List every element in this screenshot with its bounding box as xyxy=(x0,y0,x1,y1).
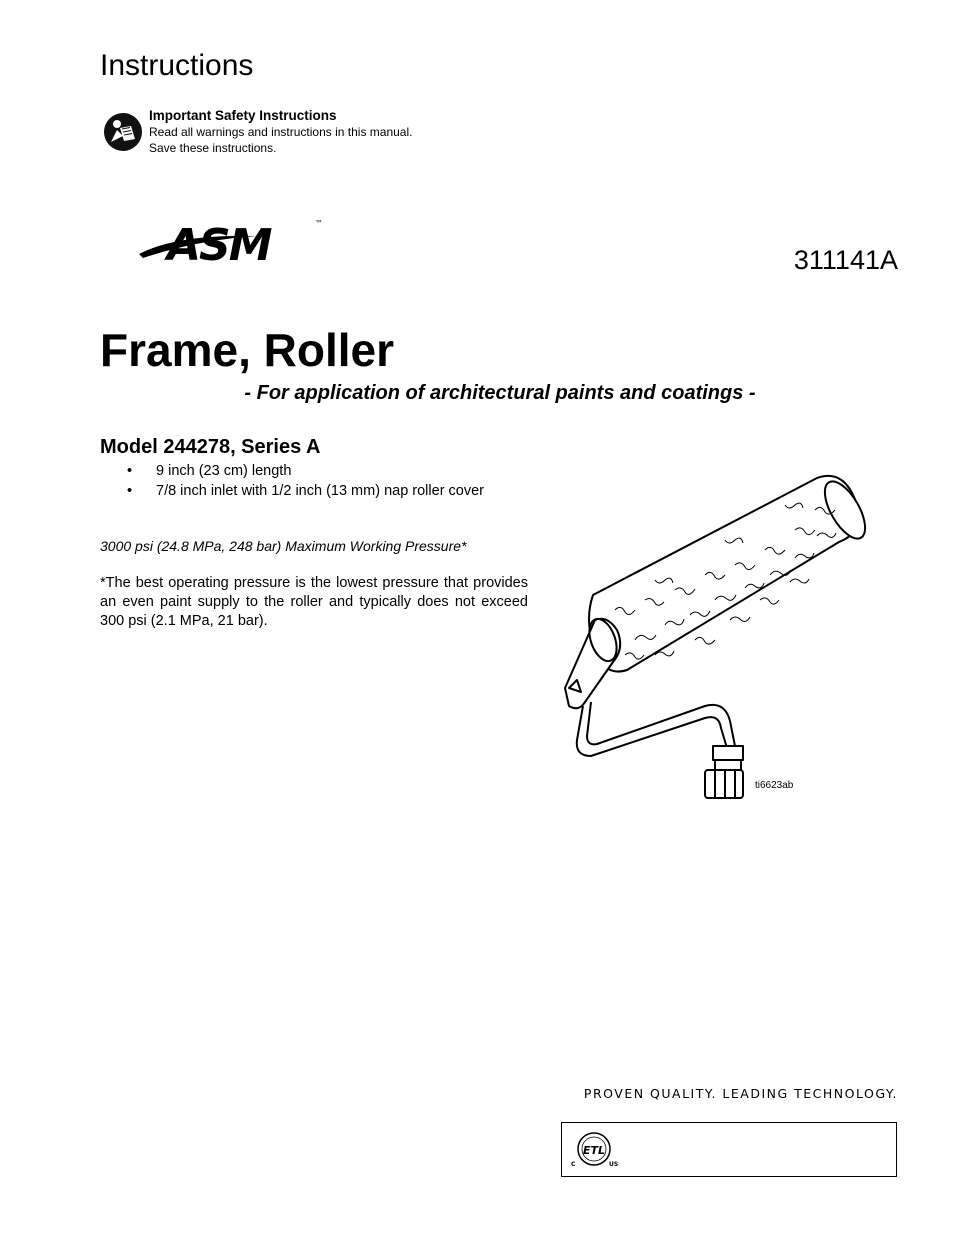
trademark-symbol: ™ xyxy=(315,219,323,228)
etl-listed-mark-icon xyxy=(568,1129,620,1169)
safety-line-1: Read all warnings and instructions in this manual. xyxy=(149,125,413,139)
model-heading: Model 244278, Series A xyxy=(100,436,321,458)
page-subtitle: - For application of architectural paints and coatings - xyxy=(244,382,756,404)
manual-number: 311141A xyxy=(793,245,898,275)
max-pressure-rating: 3000 psi (24.8 MPa, 248 bar) Maximum Working Pressure* xyxy=(100,538,467,554)
bullet-icon: • xyxy=(127,463,133,479)
safety-line-2: Save these instructions. xyxy=(149,141,277,155)
asm-logo xyxy=(137,214,327,266)
roller-frame-illustration xyxy=(555,470,875,805)
spec-text: 9 inch (23 cm) length xyxy=(156,463,292,479)
safety-title: Important Safety Instructions xyxy=(149,108,337,123)
cert-us-letters: US xyxy=(609,1161,619,1168)
spec-list xyxy=(100,461,484,501)
bullet-icon: • xyxy=(127,483,133,499)
spec-text: 7/8 inch inlet with 1/2 inch (13 mm) nap roller cover xyxy=(156,483,485,499)
tagline: PROVEN QUALITY. LEADING TECHNOLOGY. xyxy=(583,1086,898,1101)
manual-reading-icon xyxy=(103,112,143,152)
spec-item xyxy=(100,461,484,481)
page-title: Frame, Roller xyxy=(100,324,394,376)
etl-mark-text: ETL xyxy=(582,1144,606,1157)
figure-id: ti6623ab xyxy=(755,780,794,791)
certification-box xyxy=(561,1122,897,1177)
doc-label: Instructions xyxy=(100,49,254,82)
cert-c-letter: C xyxy=(571,1161,576,1168)
spec-item xyxy=(100,481,484,501)
pressure-note: *The best operating pressure is the lowest pressure that provides an even paint supply to the roller and typically does not exceed 300 psi (2.1 MPa, 21 bar). xyxy=(100,575,528,629)
logo-text: ASM xyxy=(167,220,271,266)
